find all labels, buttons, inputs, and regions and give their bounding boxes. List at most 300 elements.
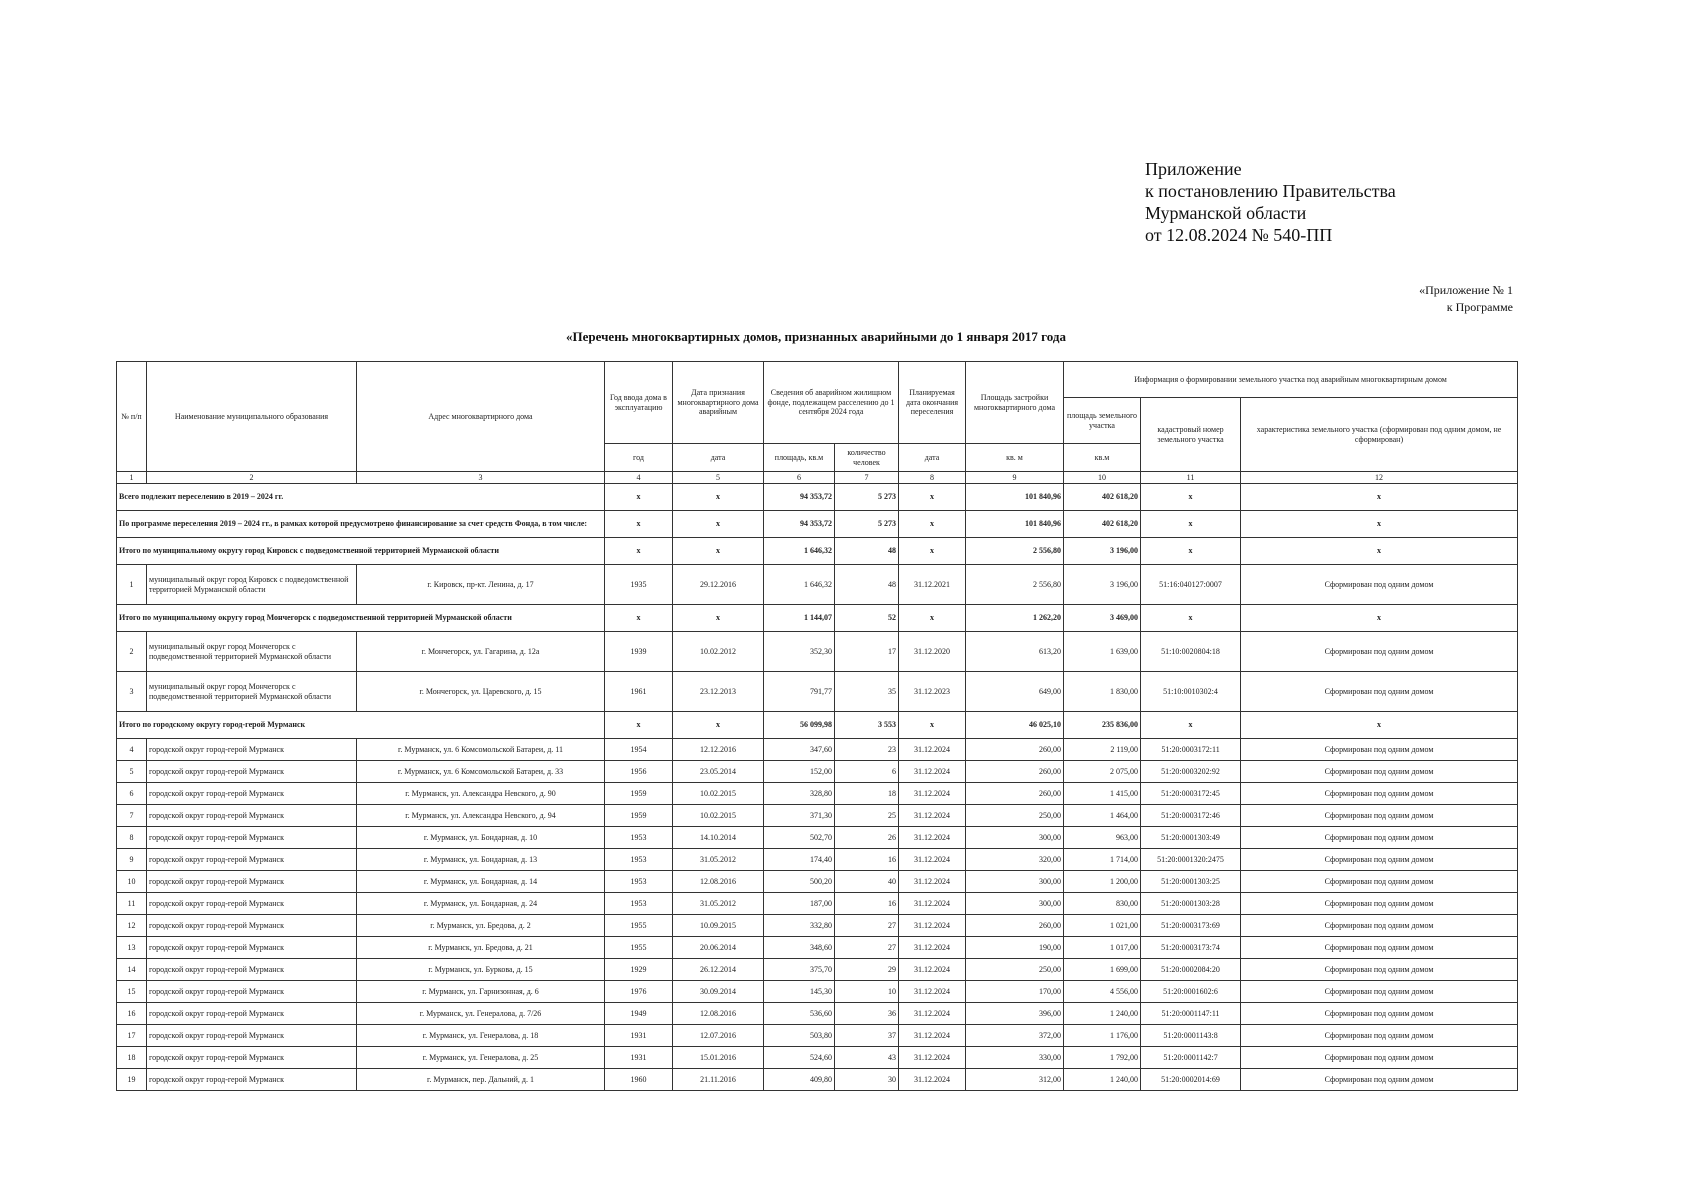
approval-line-1: Приложение <box>1145 159 1242 179</box>
row-area: 500,20 <box>764 871 835 893</box>
row-land-area: 3 196,00 <box>1064 565 1141 605</box>
row-area: 502,70 <box>764 827 835 849</box>
row-emergency-date: 21.11.2016 <box>673 1069 764 1091</box>
row-municipality: муниципальный округ город Мончегорск с подведомственной территорией Мурманской области <box>147 672 357 712</box>
row-number: 9 <box>117 849 147 871</box>
approval-block <box>1145 158 1475 246</box>
row-number: 12 <box>117 915 147 937</box>
header-emergency-date: Дата признания многоквартирного дома аварийным <box>673 362 764 444</box>
row-emergency-date: 12.12.2016 <box>673 739 764 761</box>
row-planned-end: 31.12.2024 <box>899 761 966 783</box>
row-emergency-date: 23.12.2013 <box>673 672 764 712</box>
summary-land-char: x <box>1241 511 1518 538</box>
row-address: г. Мурманск, пер. Дальний, д. 1 <box>357 1069 605 1091</box>
column-index: 2 <box>147 472 357 484</box>
row-number: 16 <box>117 1003 147 1025</box>
row-land-char: Сформирован под одним домом <box>1241 871 1518 893</box>
row-land-area: 1 200,00 <box>1064 871 1141 893</box>
row-built-area: 190,00 <box>966 937 1064 959</box>
table-row <box>117 959 1518 981</box>
row-emergency-date: 12.08.2016 <box>673 1003 764 1025</box>
summary-area: 56 099,98 <box>764 712 835 739</box>
column-index: 12 <box>1241 472 1518 484</box>
row-year-built: 1931 <box>605 1025 673 1047</box>
row-built-area: 649,00 <box>966 672 1064 712</box>
row-built-area: 260,00 <box>966 761 1064 783</box>
summary-cadastral: x <box>1141 538 1241 565</box>
row-area: 332,80 <box>764 915 835 937</box>
row-land-area: 1 830,00 <box>1064 672 1141 712</box>
row-people: 29 <box>835 959 899 981</box>
document-title: «Перечень многоквартирных домов, признанных аварийными до 1 января 2017 года <box>566 329 1066 344</box>
row-cadastral: 51:20:0002014:69 <box>1141 1069 1241 1091</box>
approval-line-3: Мурманской области <box>1145 203 1307 223</box>
row-built-area: 250,00 <box>966 805 1064 827</box>
row-land-area: 1 021,00 <box>1064 915 1141 937</box>
row-municipality: городской округ город-герой Мурманск <box>147 1047 357 1069</box>
row-people: 43 <box>835 1047 899 1069</box>
row-planned-end: 31.12.2024 <box>899 849 966 871</box>
summary-row <box>117 712 1518 739</box>
row-year-built: 1976 <box>605 981 673 1003</box>
summary-plan: x <box>899 484 966 511</box>
row-people: 36 <box>835 1003 899 1025</box>
row-planned-end: 31.12.2024 <box>899 1047 966 1069</box>
table-row <box>117 739 1518 761</box>
row-land-area: 963,00 <box>1064 827 1141 849</box>
row-cadastral: 51:20:0003172:46 <box>1141 805 1241 827</box>
row-land-char: Сформирован под одним домом <box>1241 827 1518 849</box>
row-area: 524,60 <box>764 1047 835 1069</box>
summary-land-area: 402 618,20 <box>1064 484 1141 511</box>
row-area: 371,30 <box>764 805 835 827</box>
row-year-built: 1953 <box>605 893 673 915</box>
header-address: Адрес многоквартирного дома <box>357 362 605 472</box>
summary-row <box>117 511 1518 538</box>
row-year-built: 1953 <box>605 849 673 871</box>
summary-plan: x <box>899 538 966 565</box>
summary-cadastral: x <box>1141 511 1241 538</box>
row-land-area: 1 464,00 <box>1064 805 1141 827</box>
row-emergency-date: 26.12.2014 <box>673 959 764 981</box>
row-people: 23 <box>835 739 899 761</box>
row-municipality: городской округ город-герой Мурманск <box>147 959 357 981</box>
summary-people: 48 <box>835 538 899 565</box>
row-built-area: 320,00 <box>966 849 1064 871</box>
summary-label: Итого по городскому округу город-герой Мурманск <box>117 712 605 739</box>
row-people: 16 <box>835 893 899 915</box>
row-number: 15 <box>117 981 147 1003</box>
row-land-char: Сформирован под одним домом <box>1241 1025 1518 1047</box>
row-built-area: 260,00 <box>966 739 1064 761</box>
row-built-area: 300,00 <box>966 871 1064 893</box>
summary-date: x <box>673 712 764 739</box>
row-address: г. Мурманск, ул. 6 Комсомольской Батареи, д. 33 <box>357 761 605 783</box>
row-land-char: Сформирован под одним домом <box>1241 981 1518 1003</box>
row-year-built: 1960 <box>605 1069 673 1091</box>
appendix-line-2: к Программе <box>1446 300 1513 314</box>
row-area: 348,60 <box>764 937 835 959</box>
row-area: 536,60 <box>764 1003 835 1025</box>
unit-plan-date: дата <box>899 444 966 472</box>
summary-year: x <box>605 511 673 538</box>
row-municipality: городской округ город-герой Мурманск <box>147 761 357 783</box>
row-land-area: 830,00 <box>1064 893 1141 915</box>
row-planned-end: 31.12.2024 <box>899 871 966 893</box>
row-emergency-date: 10.02.2015 <box>673 783 764 805</box>
column-index: 9 <box>966 472 1064 484</box>
row-emergency-date: 31.05.2012 <box>673 849 764 871</box>
row-land-char: Сформирован под одним домом <box>1241 632 1518 672</box>
summary-built-area: 46 025,10 <box>966 712 1064 739</box>
row-planned-end: 31.12.2024 <box>899 1069 966 1091</box>
row-land-area: 1 240,00 <box>1064 1003 1141 1025</box>
row-planned-end: 31.12.2024 <box>899 1003 966 1025</box>
row-emergency-date: 15.01.2016 <box>673 1047 764 1069</box>
column-index: 7 <box>835 472 899 484</box>
row-land-char: Сформирован под одним домом <box>1241 1047 1518 1069</box>
row-people: 16 <box>835 849 899 871</box>
summary-people: 3 553 <box>835 712 899 739</box>
row-cadastral: 51:20:0001142:7 <box>1141 1047 1241 1069</box>
summary-land-char: x <box>1241 605 1518 632</box>
summary-label: Итого по муниципальному округу город Мончегорск с подведомственной территорией Мурманской области <box>117 605 605 632</box>
row-number: 2 <box>117 632 147 672</box>
row-planned-end: 31.12.2024 <box>899 937 966 959</box>
table-row <box>117 761 1518 783</box>
row-cadastral: 51:20:0003172:45 <box>1141 783 1241 805</box>
row-emergency-date: 10.02.2012 <box>673 632 764 672</box>
row-address: г. Мурманск, ул. Генералова, д. 18 <box>357 1025 605 1047</box>
row-address: г. Мурманск, ул. Александра Невского, д. 90 <box>357 783 605 805</box>
summary-plan: x <box>899 712 966 739</box>
emergency-houses-table <box>116 361 1518 1091</box>
row-land-char: Сформирован под одним домом <box>1241 915 1518 937</box>
table-row <box>117 827 1518 849</box>
row-land-char: Сформирован под одним домом <box>1241 739 1518 761</box>
row-municipality: городской округ город-герой Мурманск <box>147 1003 357 1025</box>
row-planned-end: 31.12.2024 <box>899 1025 966 1047</box>
row-land-char: Сформирован под одним домом <box>1241 672 1518 712</box>
row-planned-end: 31.12.2024 <box>899 981 966 1003</box>
row-emergency-date: 23.05.2014 <box>673 761 764 783</box>
row-built-area: 170,00 <box>966 981 1064 1003</box>
table-row <box>117 915 1518 937</box>
table-row <box>117 893 1518 915</box>
row-address: г. Мурманск, ул. Бондарная, д. 24 <box>357 893 605 915</box>
row-land-area: 1 240,00 <box>1064 1069 1141 1091</box>
row-cadastral: 51:20:0003202:92 <box>1141 761 1241 783</box>
summary-label: Итого по муниципальному округу город Кировск с подведомственной территорией Мурманской области <box>117 538 605 565</box>
row-planned-end: 31.12.2024 <box>899 893 966 915</box>
row-people: 25 <box>835 805 899 827</box>
row-planned-end: 31.12.2024 <box>899 805 966 827</box>
row-land-char: Сформирован под одним домом <box>1241 761 1518 783</box>
summary-year: x <box>605 712 673 739</box>
row-emergency-date: 20.06.2014 <box>673 937 764 959</box>
row-area: 145,30 <box>764 981 835 1003</box>
summary-row <box>117 484 1518 511</box>
row-number: 6 <box>117 783 147 805</box>
row-people: 37 <box>835 1025 899 1047</box>
summary-row <box>117 538 1518 565</box>
row-cadastral: 51:20:0001303:49 <box>1141 827 1241 849</box>
summary-date: x <box>673 511 764 538</box>
row-year-built: 1956 <box>605 761 673 783</box>
row-municipality: городской округ город-герой Мурманск <box>147 893 357 915</box>
row-area: 503,80 <box>764 1025 835 1047</box>
row-cadastral: 51:16:040127:0007 <box>1141 565 1241 605</box>
summary-land-char: x <box>1241 712 1518 739</box>
row-built-area: 396,00 <box>966 1003 1064 1025</box>
row-number: 19 <box>117 1069 147 1091</box>
row-year-built: 1939 <box>605 632 673 672</box>
row-planned-end: 31.12.2024 <box>899 783 966 805</box>
row-built-area: 330,00 <box>966 1047 1064 1069</box>
row-number: 11 <box>117 893 147 915</box>
unit-land-sqm: кв.м <box>1064 444 1141 472</box>
row-area: 375,70 <box>764 959 835 981</box>
summary-date: x <box>673 605 764 632</box>
row-municipality: городской округ город-герой Мурманск <box>147 1025 357 1047</box>
unit-people: количество человек <box>835 444 899 472</box>
summary-built-area: 101 840,96 <box>966 511 1064 538</box>
table-row <box>117 937 1518 959</box>
header-municipality: Наименование муниципального образования <box>147 362 357 472</box>
summary-people: 5 273 <box>835 484 899 511</box>
row-cadastral: 51:20:0003172:11 <box>1141 739 1241 761</box>
row-emergency-date: 12.07.2016 <box>673 1025 764 1047</box>
row-address: г. Мурманск, ул. 6 Комсомольской Батареи, д. 11 <box>357 739 605 761</box>
row-built-area: 250,00 <box>966 959 1064 981</box>
column-index: 10 <box>1064 472 1141 484</box>
row-number: 10 <box>117 871 147 893</box>
row-land-area: 4 556,00 <box>1064 981 1141 1003</box>
row-address: г. Кировск, пр-кт. Ленина, д. 17 <box>357 565 605 605</box>
row-address: г. Мурманск, ул. Буркова, д. 15 <box>357 959 605 981</box>
table-row <box>117 1003 1518 1025</box>
unit-year: год <box>605 444 673 472</box>
appendix-reference <box>1419 282 1513 316</box>
row-planned-end: 31.12.2024 <box>899 739 966 761</box>
row-cadastral: 51:20:0003173:74 <box>1141 937 1241 959</box>
row-area: 347,60 <box>764 739 835 761</box>
row-address: г. Мончегорск, ул. Царевского, д. 15 <box>357 672 605 712</box>
summary-area: 1 144,07 <box>764 605 835 632</box>
summary-people: 5 273 <box>835 511 899 538</box>
row-planned-end: 31.12.2024 <box>899 959 966 981</box>
summary-label: По программе переселения 2019 – 2024 гг., в рамках которой предусмотрено финансирование за счет средств Фонда, в том числе: <box>117 511 605 538</box>
row-emergency-date: 31.05.2012 <box>673 893 764 915</box>
row-built-area: 372,00 <box>966 1025 1064 1047</box>
row-municipality: городской округ город-герой Мурманск <box>147 783 357 805</box>
row-area: 187,00 <box>764 893 835 915</box>
row-land-area: 1 176,00 <box>1064 1025 1141 1047</box>
column-index: 1 <box>117 472 147 484</box>
row-municipality: городской округ город-герой Мурманск <box>147 937 357 959</box>
row-emergency-date: 30.09.2014 <box>673 981 764 1003</box>
row-number: 5 <box>117 761 147 783</box>
table-row <box>117 981 1518 1003</box>
appendix-line-1: «Приложение № 1 <box>1419 283 1513 297</box>
row-built-area: 260,00 <box>966 915 1064 937</box>
summary-year: x <box>605 538 673 565</box>
row-land-char: Сформирован под одним домом <box>1241 1003 1518 1025</box>
table-row <box>117 1047 1518 1069</box>
row-people: 18 <box>835 783 899 805</box>
row-year-built: 1935 <box>605 565 673 605</box>
row-people: 27 <box>835 915 899 937</box>
row-number: 18 <box>117 1047 147 1069</box>
column-index: 8 <box>899 472 966 484</box>
summary-date: x <box>673 484 764 511</box>
summary-area: 94 353,72 <box>764 484 835 511</box>
table-row <box>117 1025 1518 1047</box>
row-emergency-date: 14.10.2014 <box>673 827 764 849</box>
column-index: 5 <box>673 472 764 484</box>
row-cadastral: 51:20:0001320:2475 <box>1141 849 1241 871</box>
row-municipality: городской округ город-герой Мурманск <box>147 739 357 761</box>
row-number: 14 <box>117 959 147 981</box>
unit-area: площадь, кв.м <box>764 444 835 472</box>
summary-land-char: x <box>1241 484 1518 511</box>
row-built-area: 312,00 <box>966 1069 1064 1091</box>
row-land-char: Сформирован под одним домом <box>1241 565 1518 605</box>
summary-cadastral: x <box>1141 605 1241 632</box>
summary-row <box>117 605 1518 632</box>
header-cadastral: кадастровый номер земельного участка <box>1141 398 1241 472</box>
summary-land-area: 402 618,20 <box>1064 511 1141 538</box>
row-municipality: городской округ город-герой Мурманск <box>147 849 357 871</box>
row-address: г. Мурманск, ул. Бредова, д. 2 <box>357 915 605 937</box>
row-land-area: 1 714,00 <box>1064 849 1141 871</box>
row-year-built: 1953 <box>605 827 673 849</box>
column-index-row <box>117 472 1518 484</box>
row-people: 17 <box>835 632 899 672</box>
row-address: г. Мурманск, ул. Генералова, д. 7/26 <box>357 1003 605 1025</box>
row-number: 1 <box>117 565 147 605</box>
row-land-char: Сформирован под одним домом <box>1241 783 1518 805</box>
row-land-area: 1 699,00 <box>1064 959 1141 981</box>
summary-built-area: 1 262,20 <box>966 605 1064 632</box>
row-number: 4 <box>117 739 147 761</box>
row-number: 13 <box>117 937 147 959</box>
row-municipality: городской округ город-герой Мурманск <box>147 1069 357 1091</box>
row-municipality: муниципальный округ город Мончегорск с подведомственной территорией Мурманской области <box>147 632 357 672</box>
row-people: 30 <box>835 1069 899 1091</box>
row-people: 26 <box>835 827 899 849</box>
row-cadastral: 51:20:0001303:28 <box>1141 893 1241 915</box>
summary-year: x <box>605 484 673 511</box>
column-index: 3 <box>357 472 605 484</box>
table-row <box>117 805 1518 827</box>
row-people: 10 <box>835 981 899 1003</box>
header-land-area: площадь земельного участка <box>1064 398 1141 444</box>
row-planned-end: 31.12.2023 <box>899 672 966 712</box>
column-index: 11 <box>1141 472 1241 484</box>
row-cadastral: 51:20:0001303:25 <box>1141 871 1241 893</box>
row-land-area: 1 415,00 <box>1064 783 1141 805</box>
row-year-built: 1959 <box>605 783 673 805</box>
row-number: 17 <box>117 1025 147 1047</box>
row-land-char: Сформирован под одним домом <box>1241 805 1518 827</box>
row-year-built: 1929 <box>605 959 673 981</box>
row-address: г. Мурманск, ул. Генералова, д. 25 <box>357 1047 605 1069</box>
row-address: г. Мурманск, ул. Гарнизонная, д. 6 <box>357 981 605 1003</box>
row-number: 7 <box>117 805 147 827</box>
row-municipality: городской округ город-герой Мурманск <box>147 805 357 827</box>
row-year-built: 1955 <box>605 915 673 937</box>
summary-people: 52 <box>835 605 899 632</box>
row-people: 6 <box>835 761 899 783</box>
row-area: 352,30 <box>764 632 835 672</box>
row-emergency-date: 10.02.2015 <box>673 805 764 827</box>
row-area: 328,80 <box>764 783 835 805</box>
row-address: г. Мурманск, ул. Бондарная, д. 14 <box>357 871 605 893</box>
summary-area: 94 353,72 <box>764 511 835 538</box>
summary-land-area: 235 836,00 <box>1064 712 1141 739</box>
row-cadastral: 51:10:0020804:18 <box>1141 632 1241 672</box>
table-row <box>117 565 1518 605</box>
approval-line-4: от 12.08.2024 № 540-ПП <box>1145 225 1333 245</box>
row-land-char: Сформирован под одним домом <box>1241 893 1518 915</box>
row-built-area: 300,00 <box>966 827 1064 849</box>
summary-plan: x <box>899 511 966 538</box>
row-emergency-date: 12.08.2016 <box>673 871 764 893</box>
summary-cadastral: x <box>1141 484 1241 511</box>
row-planned-end: 31.12.2024 <box>899 827 966 849</box>
row-year-built: 1949 <box>605 1003 673 1025</box>
row-built-area: 300,00 <box>966 893 1064 915</box>
row-land-char: Сформирован под одним домом <box>1241 849 1518 871</box>
summary-land-area: 3 196,00 <box>1064 538 1141 565</box>
row-land-char: Сформирован под одним домом <box>1241 1069 1518 1091</box>
row-address: г. Мурманск, ул. Александра Невского, д. 94 <box>357 805 605 827</box>
row-emergency-date: 29.12.2016 <box>673 565 764 605</box>
row-area: 174,40 <box>764 849 835 871</box>
row-planned-end: 31.12.2024 <box>899 915 966 937</box>
row-land-area: 1 792,00 <box>1064 1047 1141 1069</box>
unit-date: дата <box>673 444 764 472</box>
row-land-area: 2 119,00 <box>1064 739 1141 761</box>
row-municipality: городской округ город-герой Мурманск <box>147 871 357 893</box>
summary-cadastral: x <box>1141 712 1241 739</box>
header-land-char: характеристика земельного участка (сформирован под одним домом, не сформирован) <box>1241 398 1518 472</box>
summary-label: Всего подлежит переселению в 2019 – 2024 гг. <box>117 484 605 511</box>
table-row <box>117 849 1518 871</box>
row-number: 3 <box>117 672 147 712</box>
row-address: г. Мурманск, ул. Бондарная, д. 13 <box>357 849 605 871</box>
summary-area: 1 646,32 <box>764 538 835 565</box>
row-address: г. Мурманск, ул. Бондарная, д. 10 <box>357 827 605 849</box>
row-year-built: 1954 <box>605 739 673 761</box>
row-municipality: городской округ город-герой Мурманск <box>147 915 357 937</box>
row-year-built: 1931 <box>605 1047 673 1069</box>
row-address: г. Мурманск, ул. Бредова, д. 21 <box>357 937 605 959</box>
row-municipality: муниципальный округ город Кировск с подведомственной территорией Мурманской области <box>147 565 357 605</box>
summary-plan: x <box>899 605 966 632</box>
column-index: 4 <box>605 472 673 484</box>
table-row <box>117 632 1518 672</box>
row-address: г. Мончегорск, ул. Гагарина, д. 12а <box>357 632 605 672</box>
row-area: 1 646,32 <box>764 565 835 605</box>
header-fund-info: Сведения об аварийном жилищном фонде, подлежащем расселению до 1 сентября 2024 года <box>764 362 899 444</box>
summary-date: x <box>673 538 764 565</box>
column-index: 6 <box>764 472 835 484</box>
row-area: 409,80 <box>764 1069 835 1091</box>
row-area: 791,77 <box>764 672 835 712</box>
row-number: 8 <box>117 827 147 849</box>
